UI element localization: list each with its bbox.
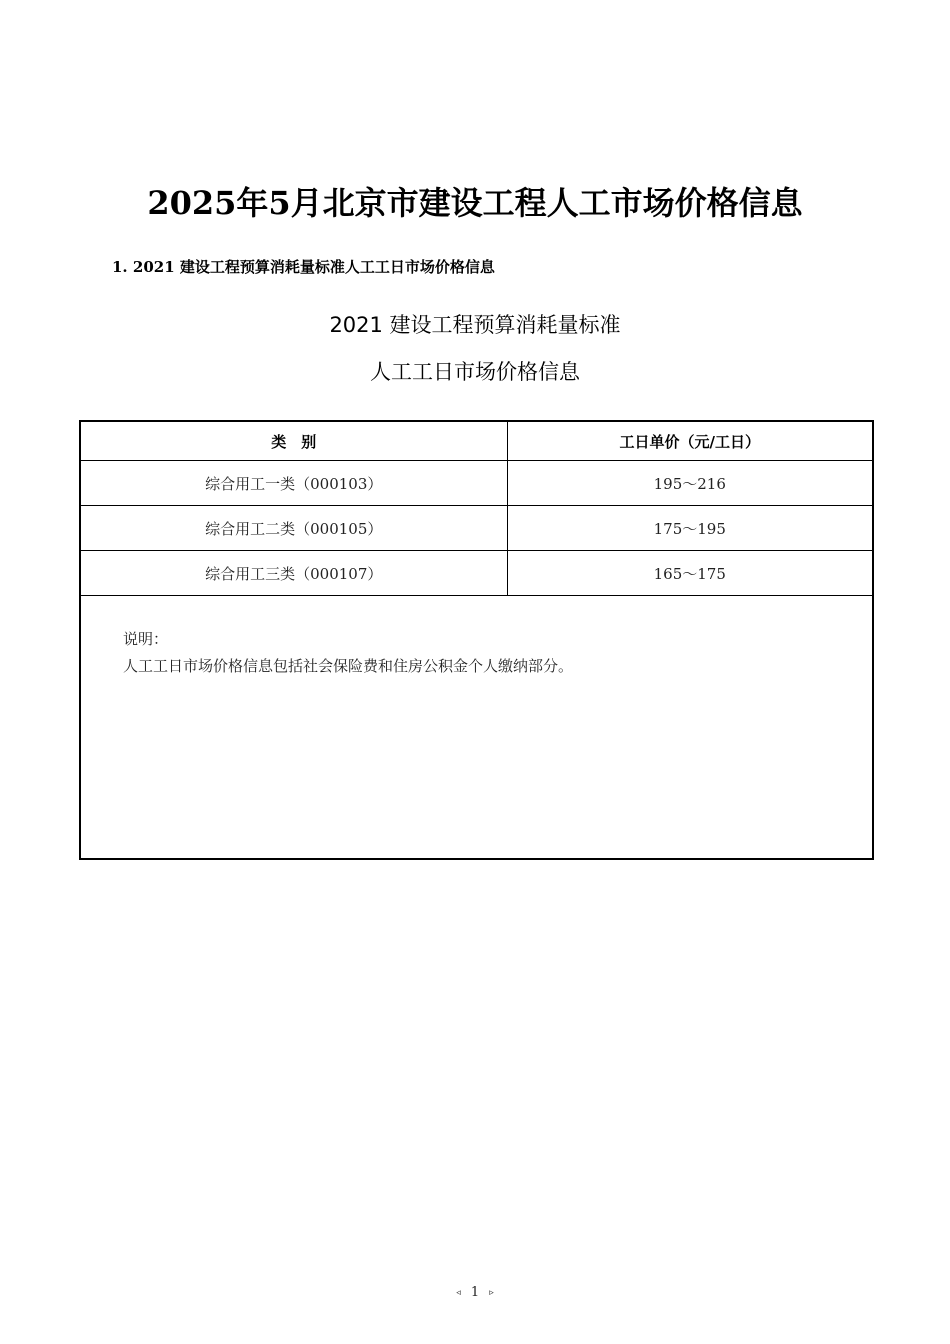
section-heading: 1. 2021 建设工程预算消耗量标准人工工日市场价格信息 (112, 258, 495, 276)
note-row (80, 596, 873, 860)
note-label: 说明： (123, 630, 169, 648)
note-cell (80, 596, 873, 860)
table-row (80, 551, 873, 596)
price-table (79, 420, 874, 860)
table-header-row (80, 421, 873, 461)
main-title: 2025年5月北京市建设工程人工市场价格信息 (147, 184, 803, 222)
note-text: 人工工日市场价格信息包括社会保险费和住房公积金个人缴纳部分。 (123, 657, 574, 675)
row-price: 165～175 (507, 551, 873, 596)
row-category: 综合用工二类（000105） (80, 506, 507, 551)
row-price: 195～216 (507, 461, 873, 506)
row-price: 175～195 (507, 506, 873, 551)
table-row (80, 461, 873, 506)
table-row (80, 506, 873, 551)
header-unit-price: 工日单价（元/工日） (507, 421, 873, 461)
left-triangle-icon: ◃ (456, 1287, 461, 1298)
header-category: 类 别 (80, 421, 507, 461)
row-category: 综合用工一类（000103） (80, 461, 507, 506)
table-title-line2: 人工工日市场价格信息 (370, 360, 580, 384)
page-footer (0, 1285, 950, 1300)
right-triangle-icon: ▹ (489, 1287, 494, 1298)
table-title-line1: 2021 建设工程预算消耗量标准 (329, 313, 621, 337)
row-category: 综合用工三类（000107） (80, 551, 507, 596)
page-number: 1 (470, 1285, 480, 1300)
